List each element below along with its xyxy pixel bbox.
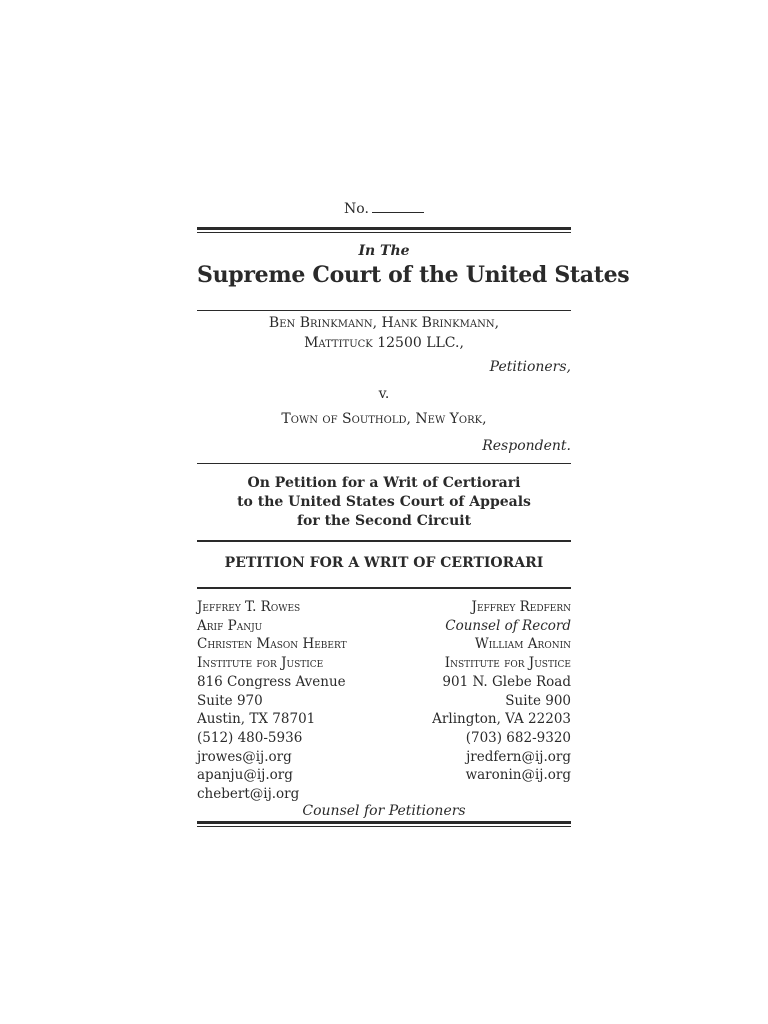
docket-number <box>197 200 571 217</box>
petition-on-block <box>197 474 571 531</box>
counsel-email: waronin@ij.org <box>465 767 571 784</box>
counsel-suite: Suite 900 <box>505 692 571 709</box>
counsel-left-column <box>197 598 392 804</box>
court-intro: In The <box>358 243 410 259</box>
counsel-city: Austin, TX 78701 <box>197 711 316 728</box>
court-name: Supreme Court of the United States <box>197 262 630 288</box>
counsel-for-petitioners: Counsel for Petitioners <box>302 803 466 819</box>
petitioners-names <box>197 313 571 353</box>
counsel-name: Jeffrey Redfern <box>471 599 571 615</box>
counsel-name: Christen Mason Hebert <box>197 636 347 653</box>
bottom-double-rule <box>197 821 571 824</box>
petition-on-line-2: to the United States Court of Appeals <box>237 494 531 510</box>
docket-blank <box>372 200 424 213</box>
petition-on-line-1: On Petition for a Writ of Certiorari <box>247 475 521 491</box>
counsel-suite: Suite 970 <box>197 692 263 709</box>
respondent-role: Respondent. <box>482 438 571 454</box>
counsel-email: chebert@ij.org <box>197 786 300 803</box>
counsel-email: jredfern@ij.org <box>466 748 571 765</box>
counsel-city: Arlington, VA 22203 <box>432 711 571 728</box>
counsel-name: William Aronin <box>474 636 571 653</box>
divider-rule <box>197 310 571 311</box>
counsel-right-column <box>393 598 571 785</box>
docket-label: No. <box>344 201 369 217</box>
counsel-of-record: Counsel of Record <box>445 617 571 634</box>
petition-on-line-3: for the Second Circuit <box>296 513 472 529</box>
counsel-phone: (703) 682-9320 <box>465 729 571 746</box>
petition-title: PETITION FOR A WRIT OF CERTIORARI <box>224 555 544 571</box>
versus: v. <box>378 386 390 402</box>
counsel-name: Jeffrey T. Rowes <box>197 599 301 615</box>
divider-rule <box>197 463 571 464</box>
counsel-address: 816 Congress Avenue <box>197 673 346 690</box>
petitioners-line-1: Ben Brinkmann, Hank Brinkmann, <box>268 315 500 331</box>
petitioners-line-2: Mattituck 12500 LLC., <box>304 335 464 351</box>
counsel-organization: Institute for Justice <box>444 655 571 672</box>
petitioners-role: Petitioners, <box>489 359 571 375</box>
counsel-email: jrowes@ij.org <box>197 748 292 765</box>
counsel-address: 901 N. Glebe Road <box>442 673 571 690</box>
counsel-email: apanju@ij.org <box>197 767 293 784</box>
counsel-name: Arif Panju <box>197 617 263 634</box>
top-double-rule <box>197 227 571 230</box>
divider-rule <box>197 540 571 542</box>
counsel-phone: (512) 480-5936 <box>197 729 303 746</box>
divider-rule <box>197 587 571 589</box>
counsel-organization: Institute for Justice <box>197 655 324 672</box>
respondent-name: Town of Southold, New York, <box>281 411 487 427</box>
